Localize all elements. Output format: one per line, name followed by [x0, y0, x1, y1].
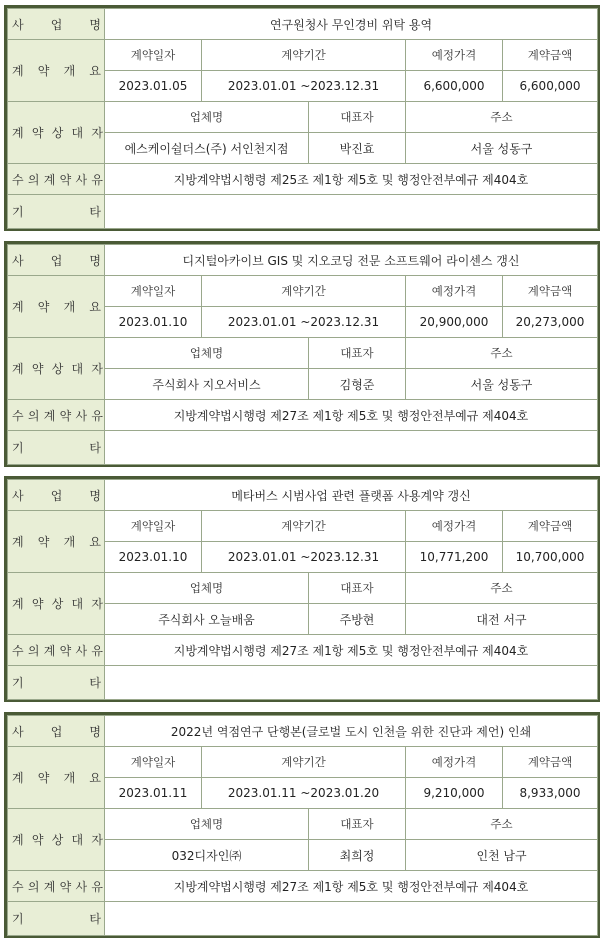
header-address: 주소 [406, 809, 598, 840]
business-name: 디지털아카이브 GIS 및 지오코딩 전문 소프트웨어 라이센스 갱신 [105, 245, 598, 276]
label-char: 자 [91, 833, 103, 847]
label-char: 사 [12, 724, 24, 739]
label-business-name [8, 9, 105, 40]
contract-block [4, 476, 600, 702]
label-char: 약 [31, 362, 44, 376]
label-char: 수 [12, 879, 24, 894]
header-address: 주소 [406, 102, 598, 133]
label-char: 자 [91, 362, 103, 376]
label-char: 유 [91, 643, 103, 658]
label-contract-overview [8, 747, 105, 809]
header-contract-date: 계약일자 [105, 276, 202, 307]
label-char: 계 [12, 771, 24, 785]
label-char: 약 [31, 126, 44, 140]
estimated-price: 20,900,000 [406, 307, 503, 338]
label-char: 약 [31, 597, 44, 611]
label-char: 의 [27, 408, 40, 423]
label-char: 업 [50, 17, 63, 32]
label-char: 명 [89, 488, 101, 503]
address: 서울 성동구 [406, 133, 598, 164]
header-estimated-price: 예정가격 [406, 747, 503, 778]
other-notes [105, 431, 598, 465]
label-char: 약 [37, 64, 50, 78]
label-other [8, 195, 105, 229]
label-char: 의 [27, 643, 40, 658]
header-contract-period: 계약기간 [202, 40, 406, 71]
header-contract-amount: 계약금액 [503, 40, 598, 71]
label-business-name [8, 480, 105, 511]
label-counterparty [8, 338, 105, 400]
header-contract-date: 계약일자 [105, 40, 202, 71]
header-company-name: 업체명 [105, 102, 309, 133]
header-contract-amount: 계약금액 [503, 511, 598, 542]
label-char: 계 [12, 362, 24, 376]
label-other [8, 431, 105, 465]
label-char: 기 [12, 441, 24, 455]
label-char: 상 [51, 597, 64, 611]
contract-date: 2023.01.10 [105, 542, 202, 573]
label-char: 요 [89, 771, 101, 785]
label-char: 수 [12, 643, 24, 658]
contract-block [4, 241, 600, 467]
contract-table [7, 715, 598, 936]
header-contract-amount: 계약금액 [503, 747, 598, 778]
label-char: 의 [27, 172, 40, 187]
header-contract-date: 계약일자 [105, 747, 202, 778]
label-char: 대 [71, 833, 84, 847]
label-char: 업 [50, 724, 63, 739]
contract-table [7, 244, 598, 465]
label-char: 계 [43, 408, 56, 423]
other-notes [105, 195, 598, 229]
business-name: 메타버스 시범사업 관련 플랫폼 사용계약 갱신 [105, 480, 598, 511]
header-representative: 대표자 [309, 573, 406, 604]
label-char: 개 [63, 64, 76, 78]
header-contract-period: 계약기간 [202, 511, 406, 542]
representative: 주방현 [309, 604, 406, 635]
header-address: 주소 [406, 338, 598, 369]
label-char: 약 [59, 643, 72, 658]
label-char: 사 [12, 488, 24, 503]
label-contract-overview [8, 40, 105, 102]
label-char: 사 [75, 879, 88, 894]
representative: 최희정 [309, 840, 406, 871]
header-address: 주소 [406, 573, 598, 604]
label-char: 요 [89, 64, 101, 78]
label-char: 계 [12, 64, 24, 78]
private-contract-reason: 지방계약법시행령 제27조 제1항 제5호 및 행정안전부예규 제404호 [105, 400, 598, 431]
label-char: 개 [63, 535, 76, 549]
label-char: 사 [75, 408, 88, 423]
label-other [8, 666, 105, 700]
label-char: 요 [89, 535, 101, 549]
label-char: 약 [59, 172, 72, 187]
label-char: 유 [91, 879, 103, 894]
label-char: 명 [89, 253, 101, 268]
contract-amount: 8,933,000 [503, 778, 598, 809]
contract-period: 2023.01.01 ~2023.12.31 [202, 542, 406, 573]
label-char: 계 [43, 172, 56, 187]
label-char: 약 [37, 771, 50, 785]
contract-date: 2023.01.10 [105, 307, 202, 338]
label-contract-overview [8, 511, 105, 573]
label-char: 대 [71, 362, 84, 376]
label-char: 의 [27, 879, 40, 894]
contract-amount: 6,600,000 [503, 71, 598, 102]
header-representative: 대표자 [309, 338, 406, 369]
label-char: 업 [50, 253, 63, 268]
label-char: 기 [12, 205, 24, 219]
label-char: 명 [89, 17, 101, 32]
label-char: 약 [31, 833, 44, 847]
label-char: 계 [12, 300, 24, 314]
header-representative: 대표자 [309, 102, 406, 133]
label-counterparty [8, 809, 105, 871]
label-char: 타 [89, 912, 101, 926]
label-char: 유 [91, 172, 103, 187]
label-char: 업 [50, 488, 63, 503]
label-char: 상 [51, 126, 64, 140]
label-char: 사 [75, 172, 88, 187]
label-char: 대 [71, 126, 84, 140]
business-name: 연구원청사 무인경비 위탁 용역 [105, 9, 598, 40]
company-name: 주식회사 지오서비스 [105, 369, 309, 400]
company-name: 032디자인㈜ [105, 840, 309, 871]
label-char: 상 [51, 833, 64, 847]
label-char: 요 [89, 300, 101, 314]
label-char: 상 [51, 362, 64, 376]
contract-block [4, 5, 600, 231]
contract-table [7, 479, 598, 700]
address: 인천 남구 [406, 840, 598, 871]
label-char: 수 [12, 408, 24, 423]
representative: 박진효 [309, 133, 406, 164]
header-contract-period: 계약기간 [202, 747, 406, 778]
label-contract-overview [8, 276, 105, 338]
estimated-price: 6,600,000 [406, 71, 503, 102]
label-reason [8, 635, 105, 666]
label-business-name [8, 716, 105, 747]
company-name: 에스케이쉴더스(주) 서인천지점 [105, 133, 309, 164]
private-contract-reason: 지방계약법시행령 제27조 제1항 제5호 및 행정안전부예규 제404호 [105, 635, 598, 666]
label-char: 타 [89, 205, 101, 219]
label-char: 대 [71, 597, 84, 611]
label-char: 계 [12, 833, 24, 847]
label-char: 개 [63, 771, 76, 785]
estimated-price: 9,210,000 [406, 778, 503, 809]
header-estimated-price: 예정가격 [406, 276, 503, 307]
contract-period: 2023.01.01 ~2023.12.31 [202, 307, 406, 338]
contract-amount: 10,700,000 [503, 542, 598, 573]
label-char: 약 [37, 300, 50, 314]
contract-date: 2023.01.11 [105, 778, 202, 809]
label-business-name [8, 245, 105, 276]
company-name: 주식회사 오늘배움 [105, 604, 309, 635]
label-char: 계 [12, 535, 24, 549]
contract-date: 2023.01.05 [105, 71, 202, 102]
contract-amount: 20,273,000 [503, 307, 598, 338]
header-representative: 대표자 [309, 809, 406, 840]
private-contract-reason: 지방계약법시행령 제27조 제1항 제5호 및 행정안전부예규 제404호 [105, 871, 598, 902]
private-contract-reason: 지방계약법시행령 제25조 제1항 제5호 및 행정안전부예규 제404호 [105, 164, 598, 195]
business-name: 2022년 역점연구 단행본(글로벌 도시 인천을 위한 진단과 제언) 인쇄 [105, 716, 598, 747]
label-char: 계 [43, 643, 56, 658]
label-char: 기 [12, 676, 24, 690]
other-notes [105, 902, 598, 936]
label-char: 사 [75, 643, 88, 658]
header-estimated-price: 예정가격 [406, 511, 503, 542]
label-char: 유 [91, 408, 103, 423]
label-counterparty [8, 573, 105, 635]
header-contract-amount: 계약금액 [503, 276, 598, 307]
label-char: 수 [12, 172, 24, 187]
contract-table [7, 8, 598, 229]
label-reason [8, 164, 105, 195]
header-company-name: 업체명 [105, 338, 309, 369]
label-char: 사 [12, 253, 24, 268]
address: 서울 성동구 [406, 369, 598, 400]
label-other [8, 902, 105, 936]
label-char: 계 [43, 879, 56, 894]
header-estimated-price: 예정가격 [406, 40, 503, 71]
label-char: 기 [12, 912, 24, 926]
representative: 김형준 [309, 369, 406, 400]
contract-period: 2023.01.01 ~2023.12.31 [202, 71, 406, 102]
label-char: 개 [63, 300, 76, 314]
label-counterparty [8, 102, 105, 164]
contract-period: 2023.01.11 ~2023.01.20 [202, 778, 406, 809]
other-notes [105, 666, 598, 700]
label-char: 계 [12, 126, 24, 140]
label-char: 약 [59, 408, 72, 423]
address: 대전 서구 [406, 604, 598, 635]
label-char: 자 [91, 597, 103, 611]
estimated-price: 10,771,200 [406, 542, 503, 573]
label-reason [8, 400, 105, 431]
label-reason [8, 871, 105, 902]
label-char: 타 [89, 441, 101, 455]
label-char: 명 [89, 724, 101, 739]
label-char: 자 [91, 126, 103, 140]
label-char: 타 [89, 676, 101, 690]
label-char: 계 [12, 597, 24, 611]
label-char: 약 [37, 535, 50, 549]
header-contract-period: 계약기간 [202, 276, 406, 307]
label-char: 약 [59, 879, 72, 894]
contract-block [4, 712, 600, 938]
label-char: 사 [12, 17, 24, 32]
header-company-name: 업체명 [105, 809, 309, 840]
header-contract-date: 계약일자 [105, 511, 202, 542]
header-company-name: 업체명 [105, 573, 309, 604]
